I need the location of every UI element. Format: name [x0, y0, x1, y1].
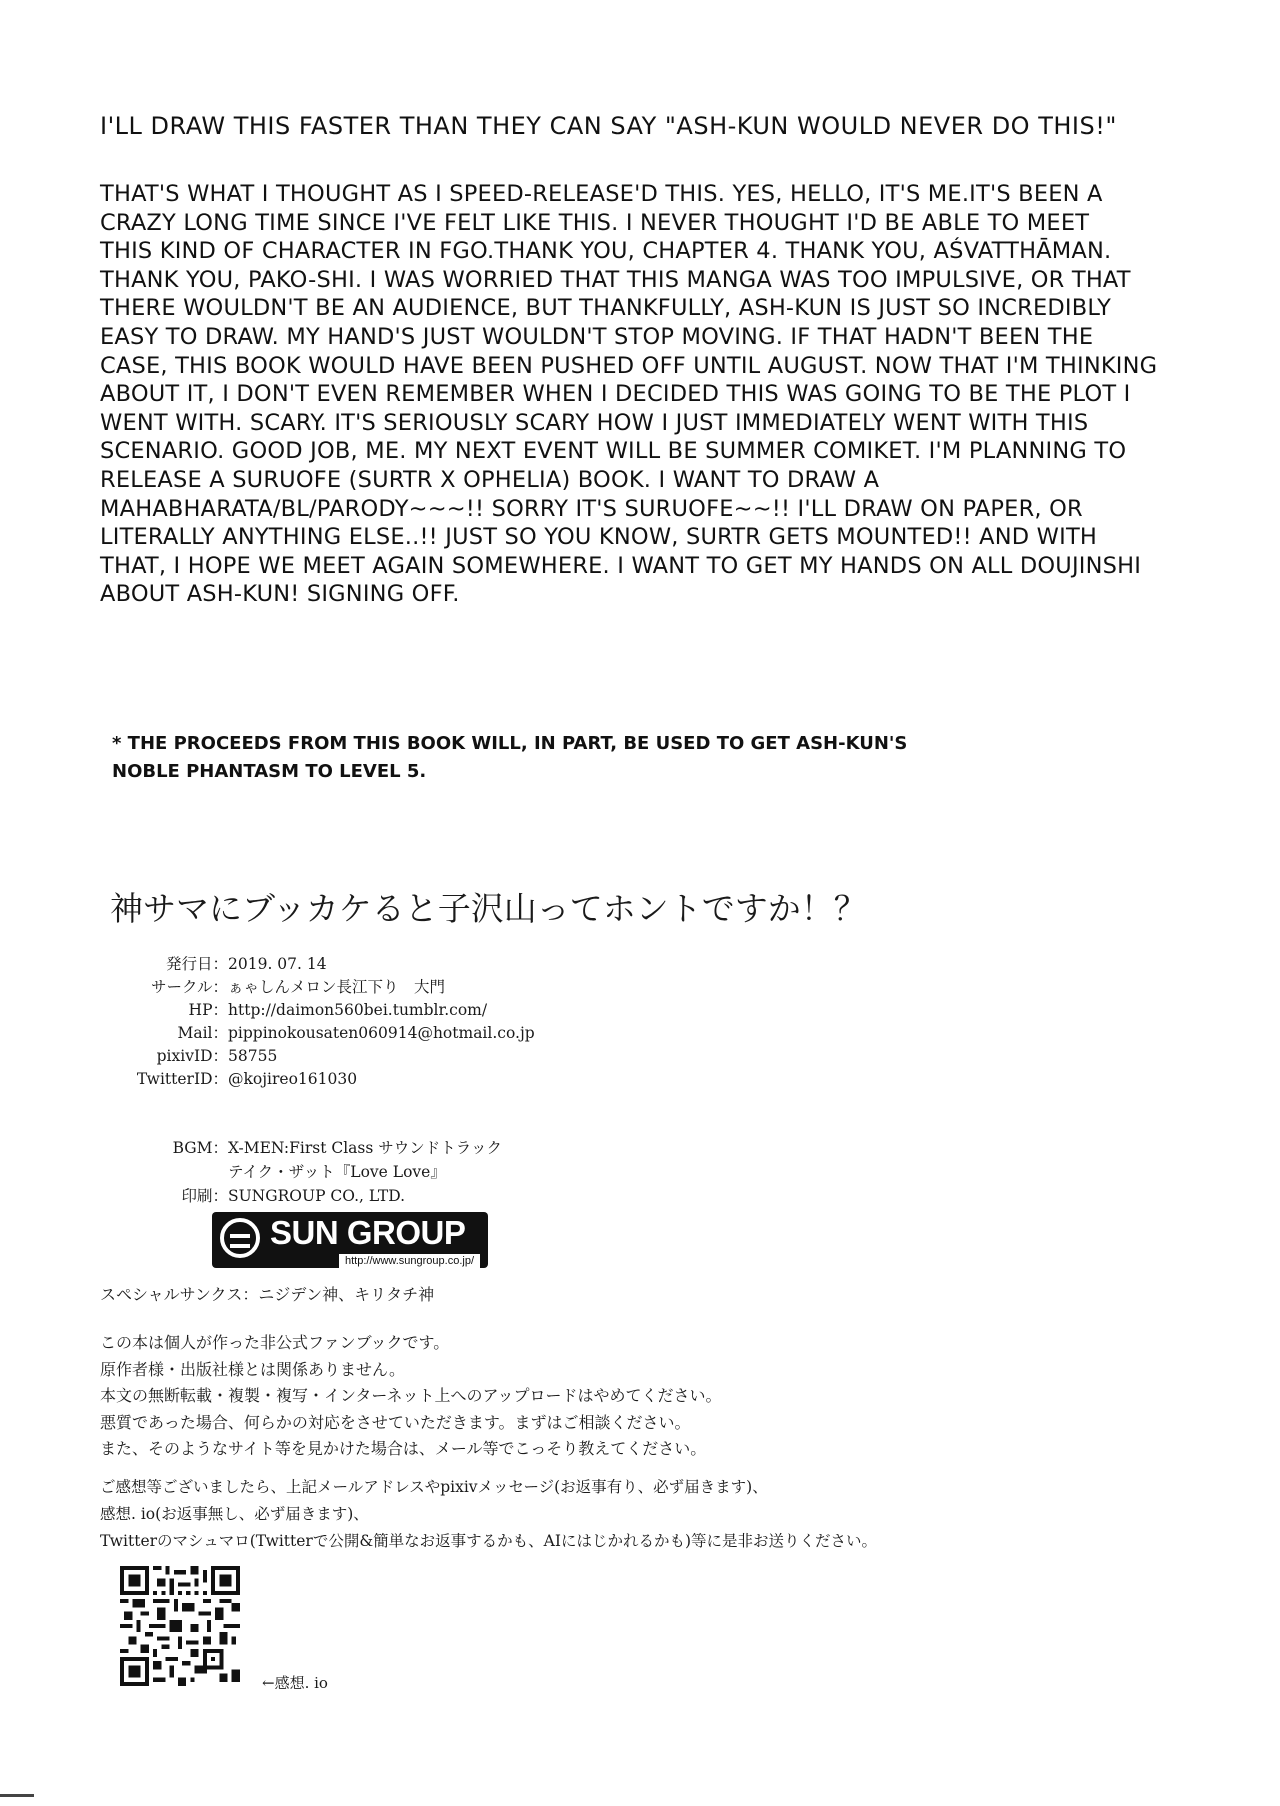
legal-notice [100, 1330, 721, 1463]
afterword-line: THAT'S WHAT I THOUGHT AS I SPEED-RELEASE'D THIS. YES, HELLO, IT'S ME.IT'S BEEN A [100, 181, 1103, 207]
info-key: pixivID： [156, 1047, 228, 1065]
sungroup-logo-mark-icon [220, 1218, 260, 1258]
info-key: サークル： [150, 978, 228, 996]
contact-line: ご感想等ございましたら、上記メールアドレスやpixivメッセージ(お返事有り、必ず届きます)、 [100, 1478, 768, 1496]
info-value: @kojireo161030 [228, 1070, 358, 1088]
info-row-mail [100, 1022, 535, 1045]
info-value: pippinokousaten060914@hotmail.co.jp [228, 1024, 535, 1042]
bgm-value: X-MEN:First Class サウンドトラック [228, 1139, 502, 1157]
info-key: HP： [188, 1001, 228, 1019]
info-value: http://daimon560bei.tumblr.com/ [228, 1001, 488, 1019]
notice-line: また、そのようなサイト等を見かけた場合は、メール等でこっそり教えてください。 [100, 1439, 707, 1458]
bgm-value-2: テイク・ザット『Love Love』 [228, 1163, 446, 1181]
colophon-title: 神サマにブッカケると子沢山ってホントですか！？ [110, 889, 867, 928]
contact-line: Twitterのマシュマロ(Twitterで公開&簡単なお返事するかも、AIにはじかれるかも)等に是非お送りください。 [100, 1532, 878, 1550]
special-thanks: スペシャルサンクス：ニジデン神、キリタチ神 [100, 1285, 435, 1304]
sungroup-logo-text: SUN GROUP [270, 1214, 466, 1251]
afterword-line: THANK YOU, PAKO-SHI. I WAS WORRIED THAT THIS MANGA WAS TOO IMPULSIVE, OR THAT [100, 266, 1131, 293]
footnote [112, 730, 1112, 786]
info-row-homepage [100, 999, 535, 1022]
afterword-line: CRAZY LONG TIME SINCE I'VE FELT LIKE THIS. I NEVER THOUGHT I'D BE ABLE TO MEET [100, 209, 1090, 236]
contact-info [100, 1474, 877, 1555]
bgm-row [100, 1136, 502, 1160]
afterword-line: THERE WOULDN'T BE AN AUDIENCE, BUT THANKFULLY, ASH-KUN IS JUST SO INCREDIBLY [100, 295, 1112, 322]
info-row-twitter [100, 1068, 535, 1091]
afterword-heading: I'LL DRAW THIS FASTER THAN THEY CAN SAY "ASH-KUN WOULD NEVER DO THIS!" [100, 112, 1117, 140]
afterword-line: ABOUT ASH-KUN! SIGNING OFF. [100, 581, 460, 608]
afterword-line: SCENARIO. GOOD JOB, ME. MY NEXT EVENT WILL BE SUMMER COMIKET. I'M PLANNING TO [100, 438, 1127, 465]
scan-mark [0, 1794, 34, 1797]
qr-code-icon [120, 1566, 240, 1686]
afterword-line: ABOUT IT, I DON'T EVEN REMEMBER WHEN I DECIDED THIS WAS GOING TO BE THE PLOT I [100, 381, 1131, 408]
footnote-line: * THE PROCEEDS FROM THIS BOOK WILL, IN PART, BE USED TO GET ASH-KUN'S [112, 733, 908, 754]
afterword-body [100, 180, 1240, 609]
info-row-circle [100, 976, 535, 999]
footnote-line: NOBLE PHANTASM TO LEVEL 5. [112, 761, 427, 782]
afterword-line: THAT, I HOPE WE MEET AGAIN SOMEWHERE. I WANT TO GET MY HANDS ON ALL DOUJINSHI [100, 552, 1142, 579]
notice-line: 悪質であった場合、何らかの対応をさせていただきます。まずはご相談ください。 [100, 1412, 691, 1432]
notice-line: 原作者様・出版社様とは関係ありません。 [100, 1359, 405, 1379]
sungroup-logo-url: http://www.sungroup.co.jp/ [339, 1254, 480, 1268]
info-key: 発行日： [165, 955, 228, 973]
afterword-line: WENT WITH. SCARY. IT'S SERIOUSLY SCARY HOW I JUST IMMEDIATELY WENT WITH THIS [100, 409, 1089, 436]
info-key: Mail： [177, 1024, 228, 1042]
print-row [100, 1184, 502, 1208]
afterword-line: LITERALLY ANYTHING ELSE..!! JUST SO YOU KNOW, SURTR GETS MOUNTED!! AND WITH [100, 524, 1098, 551]
afterword-line: THIS KIND OF CHARACTER IN FGO.THANK YOU, CHAPTER 4. THANK YOU, AŚVATTHĀMAN. [100, 238, 1112, 265]
info-value: 2019. 07. 14 [228, 955, 327, 973]
info-row-pixiv [100, 1045, 535, 1068]
info-value: ぁゃしんメロン長江下り 大門 [228, 978, 446, 996]
info-key: TwitterID： [136, 1070, 228, 1088]
info-row-date [100, 953, 535, 976]
afterword-line: MAHABHARATA/BL/PARODY~~~!! SORRY IT'S SURUOFE~~!! I'LL DRAW ON PAPER, OR [100, 495, 1083, 522]
afterword-line: CASE, THIS BOOK WOULD HAVE BEEN PUSHED OFF UNTIL AUGUST. NOW THAT I'M THINKING [100, 352, 1158, 379]
colophon-info [100, 953, 535, 1091]
afterword-line: EASY TO DRAW. MY HAND'S JUST WOULDN'T STOP MOVING. IF THAT HADN'T BEEN THE [100, 323, 1094, 350]
info-value: 58755 [228, 1047, 278, 1065]
contact-line: 感想. io(お返事無し、必ず届きます)、 [100, 1505, 369, 1523]
notice-line: この本は個人が作った非公式ファンブックです。 [100, 1333, 450, 1352]
print-value: SUNGROUP CO., LTD. [228, 1187, 406, 1205]
notice-line: 本文の無断転載・複製・複写・インターネット上へのアップロードはやめてください。 [100, 1386, 722, 1405]
bgm-key: BGM： [172, 1139, 228, 1157]
colophon-bgm [100, 1136, 502, 1208]
sungroup-logo [212, 1212, 488, 1268]
qr-caption: ←感想. io [262, 1674, 328, 1692]
afterword-line: RELEASE A SURUOFE (SURTR X OPHELIA) BOOK. I WANT TO DRAW A [100, 466, 880, 493]
bgm-row-2 [100, 1160, 502, 1184]
print-key: 印刷： [181, 1187, 228, 1205]
